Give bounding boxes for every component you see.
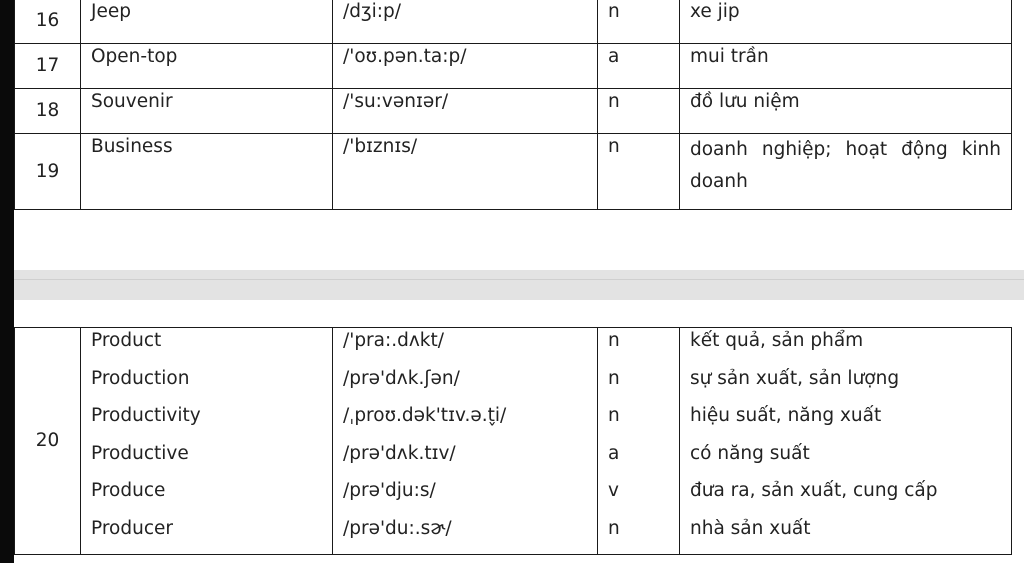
page-break-gap (14, 270, 1024, 300)
vocabulary-table-top (14, 0, 1012, 210)
pos-item: a (608, 442, 620, 464)
word-item: Production (91, 367, 190, 389)
word-item: Produce (91, 480, 166, 502)
word-list-cell (81, 328, 333, 555)
word-item: Product (91, 330, 162, 351)
meaning-item: hiệu suất, năng xuất (690, 405, 882, 427)
row-number: 16 (15, 0, 81, 44)
ipa-item: /prə'dʌk.tɪv/ (343, 442, 456, 464)
row-number: 17 (15, 44, 81, 89)
ipa-item: /ˌproʊ.dək'tɪv.ə.t̬i/ (343, 405, 507, 427)
ipa-item: /'pra:.dʌkt/ (343, 330, 445, 351)
meaning-item: có năng suất (690, 442, 810, 464)
pos-item: n (608, 367, 620, 389)
meaning-cell: doanh nghiệp; hoạt động kinh doanh (680, 134, 1012, 210)
table-row (15, 89, 1012, 134)
word-item: Productivity (91, 405, 201, 427)
meaning-cell: mui trần (680, 44, 1012, 89)
word-item: Producer (91, 517, 173, 539)
ipa-item: /prə'dju:s/ (343, 480, 436, 502)
word-cell: Souvenir (81, 89, 333, 134)
word-cell: Open-top (81, 44, 333, 89)
part-of-speech-cell: n (598, 134, 680, 210)
page-break-line (14, 279, 1024, 280)
part-of-speech-list-cell (598, 328, 680, 555)
meaning-list-cell (680, 328, 1012, 555)
pos-item: n (608, 405, 620, 427)
row-number: 20 (15, 328, 81, 555)
meaning-item: nhà sản xuất (690, 517, 811, 539)
pos-item: n (608, 330, 620, 351)
part-of-speech-cell: n (598, 89, 680, 134)
table-row (15, 0, 1012, 44)
word-cell: Jeep (81, 0, 333, 44)
ipa-cell: /'bɪznɪs/ (333, 134, 598, 210)
ipa-cell: /'su:vənɪər/ (333, 89, 598, 134)
vocabulary-table-bottom (14, 327, 1012, 555)
ipa-cell: /dʒi:p/ (333, 0, 598, 44)
pos-item: v (608, 480, 619, 502)
word-item: Productive (91, 442, 189, 464)
ipa-item: /prə'du:.sɚ/ (343, 517, 452, 539)
meaning-item: đưa ra, sản xuất, cung cấp (690, 480, 938, 502)
part-of-speech-cell: n (598, 0, 680, 44)
ipa-list-cell (333, 328, 598, 555)
table-row (15, 134, 1012, 210)
row-number: 18 (15, 89, 81, 134)
pos-item: n (608, 517, 620, 539)
row-number: 19 (15, 134, 81, 210)
meaning-cell: đồ lưu niệm (680, 89, 1012, 134)
ipa-item: /prə'dʌk.ʃən/ (343, 367, 460, 389)
document-left-edge (0, 0, 14, 563)
part-of-speech-cell: a (598, 44, 680, 89)
table-row (15, 44, 1012, 89)
word-cell: Business (81, 134, 333, 210)
ipa-cell: /'oʊ.pən.ta:p/ (333, 44, 598, 89)
meaning-item: sự sản xuất, sản lượng (690, 367, 900, 389)
table-row (15, 328, 1012, 555)
meaning-item: kết quả, sản phẩm (690, 330, 864, 351)
meaning-cell: xe jip (680, 0, 1012, 44)
